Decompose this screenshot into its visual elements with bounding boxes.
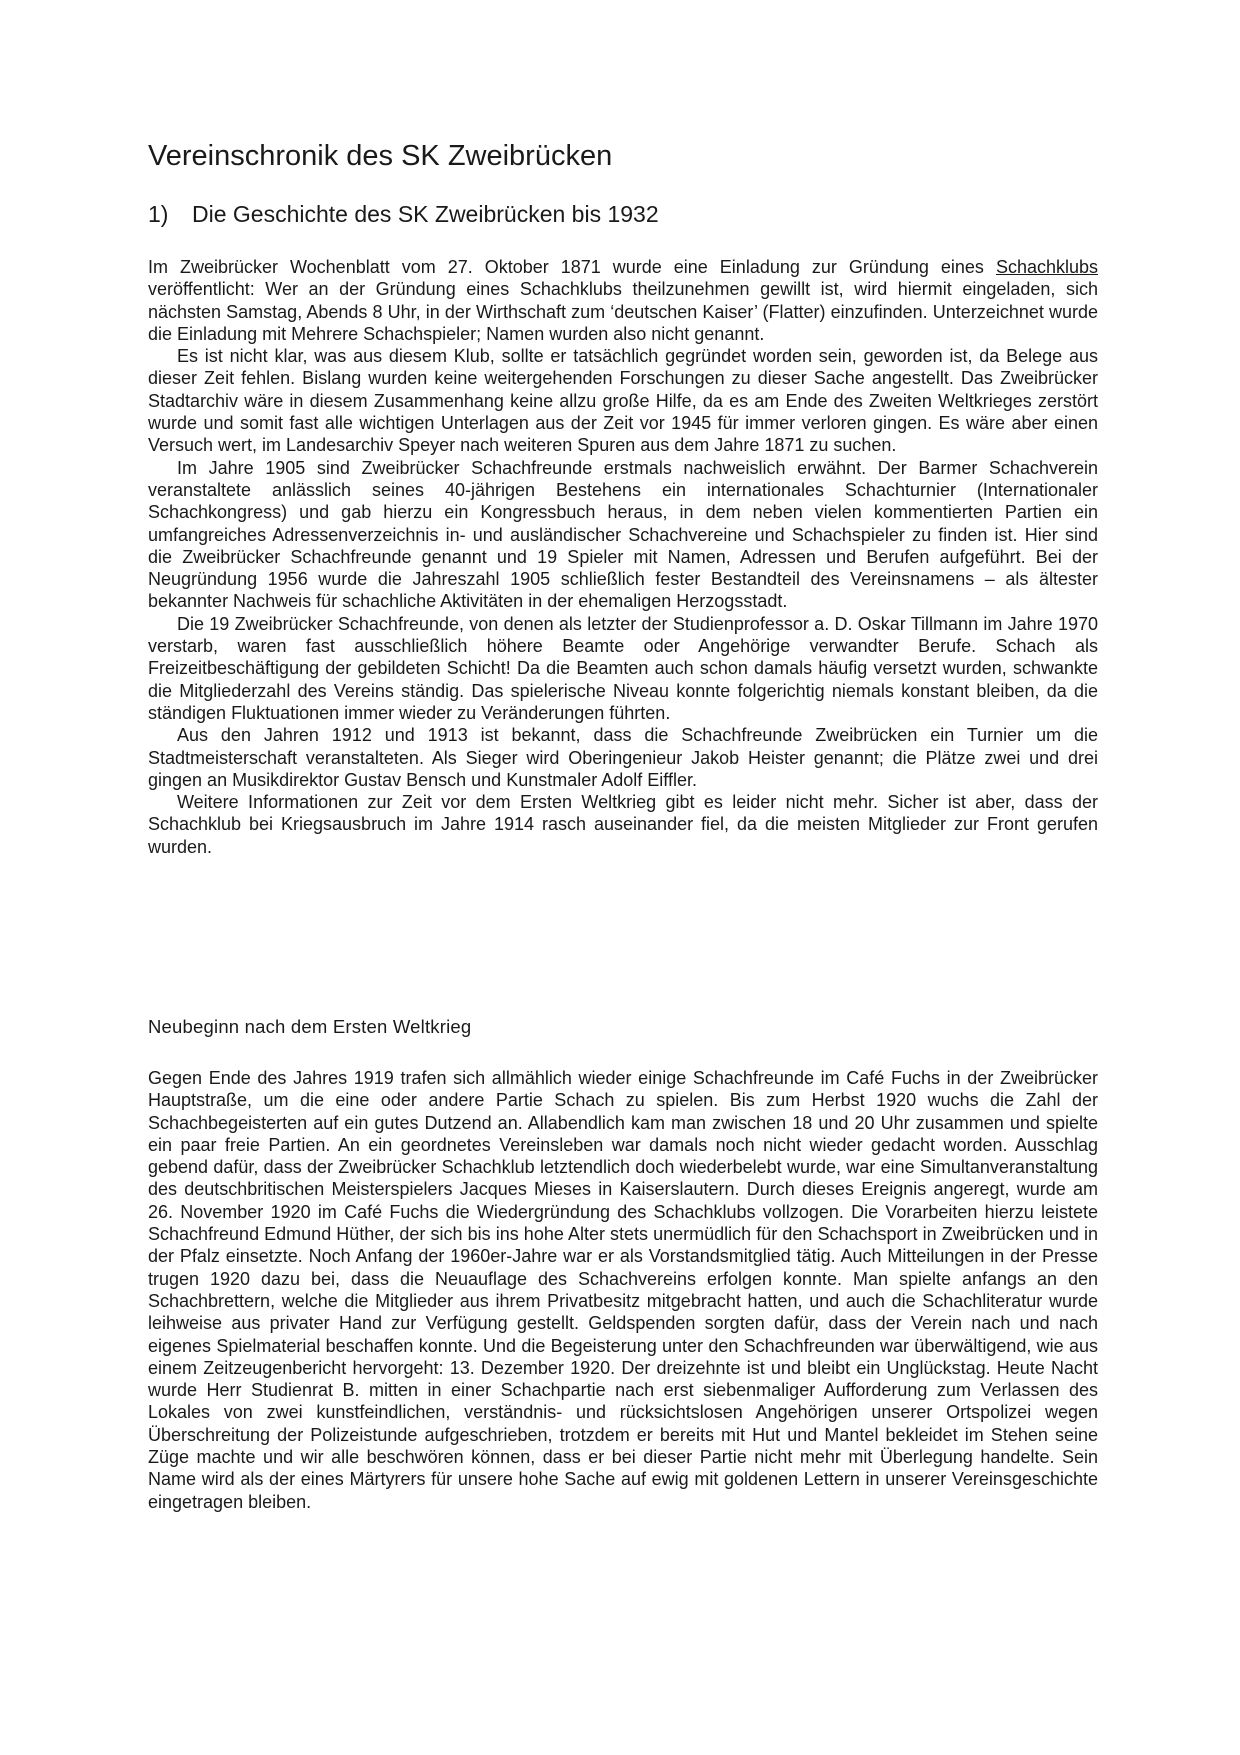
paragraph: Es ist nicht klar, was aus diesem Klub, sollte er tatsächlich gegründet worden sein, geworden ist, da Belege aus dieser Zeit fehlen. Bislang wurden keine weitergehenden Forschungen zu dieser Sache angestellt. Das Zweibrücker Stadtarchiv wäre in diesem Zusammenhang keine allzu große Hilfe, da es am Ende des Zweiten Weltkrieges zerstört wurde und somit fast alle wichtigen Unterlagen aus der Zeit vor 1945 für immer verloren gingen. Es wäre aber einen Versuch wert, im Landesarchiv Speyer nach weiteren Spuren aus dem Jahre 1871 zu suchen. — [148, 346, 1098, 456]
underlined-term: Schachklubs — [995, 257, 1098, 277]
paragraph: Weitere Informationen zur Zeit vor dem Ersten Weltkrieg gibt es leider nicht mehr. Sicher ist aber, dass der Schachklub bei Kriegsausbruch im Jahre 1914 rasch auseinander fiel, da die meisten Mitglieder zur Front gerufen wurden. — [148, 792, 1098, 857]
subheading: Neubeginn nach dem Ersten Weltkrieg — [148, 1016, 472, 1037]
section-heading — [148, 201, 659, 228]
subsection-body — [148, 1067, 1098, 1513]
paragraph-text-after: veröffentlicht: Wer an der Gründung eines Schachklubs theilzunehmen gewillt ist, wird hiermit eingeladen, sich nächsten Samstag, Abends 8 Uhr, in der Wirthschaft zum ‘deutschen Kaiser’ (Flatter) einzufinden. Unterzeichnet wurde die Einladung mit Mehrere Schachspieler; Namen wurden also nicht genannt. — [148, 279, 1098, 344]
paragraph-text-before: Im Zweibrücker Wochenblatt vom 27. Oktober 1871 wurde eine Einladung zur Gründung eines — [148, 257, 996, 277]
paragraph: Aus den Jahren 1912 und 1913 ist bekannt, dass die Schachfreunde Zweibrücken ein Turnier um die Stadtmeisterschaft veranstalteten. Als Sieger wird Oberingenieur Jakob Heister genannt; die Plätze zwei und drei gingen an Musikdirektor Gustav Bensch und Kunstmaler Adolf Eiffler. — [148, 725, 1098, 790]
section-title: Die Geschichte des SK Zweibrücken bis 1932 — [192, 201, 659, 227]
section-number: 1) — [148, 201, 169, 227]
paragraph — [148, 256, 1098, 345]
paragraph: Gegen Ende des Jahres 1919 trafen sich allmählich wieder einige Schachfreunde im Café Fuchs in der Zweibrücker Hauptstraße, um die eine oder andere Partie Schach zu spielen. Bis zum Herbst 1920 wuchs die Zahl der Schachbegeisterten auf ein gutes Dutzend an. Allabendlich kam man zwischen 18 und 20 Uhr zusammen und spielte ein paar freie Partien. An ein geordnetes Vereinsleben war damals noch nicht wieder gedacht worden. Ausschlag gebend dafür, dass der Zweibrücker Schachklub letztendlich doch wiederbelebt wurde, war eine Simultanveranstaltung des deutschbritischen Meisterspielers Jacques Mieses in Kaiserslautern. Durch dieses Ereignis angeregt, wurde am 26. November 1920 im Café Fuchs die Wiedergründung des Schachklubs vollzogen. Die Vorarbeiten hierzu leistete Schachfreund Edmund Hüther, der sich bis ins hohe Alter stets unermüdlich für den Schachsport in Zweibrücken und in der Pfalz einsetzte. Noch Anfang der 1960er-Jahre war er als Vorstandsmitglied tätig. Auch Mitteilungen in der Presse trugen 1920 dazu bei, dass die Neuauflage des Schachvereins erfolgen konnte. Man spielte anfangs an den Schachbrettern, welche die Mitglieder aus ihrem Privatbesitz mitgebracht hatten, und auch die Schachliteratur wurde leihweise aus privater Hand zur Verfügung gestellt. Geldspenden sorgten dafür, dass der Verein nach und nach eigenes Spielmaterial beschaffen konnte. Und die Begeisterung unter den Schachfreunden war überwältigend, wie aus einem Zeitzeugenbericht hervorgeht: 13. Dezember 1920. Der dreizehnte ist und bleibt ein Unglückstag. Heute Nacht wurde Herr Studienrat B. mitten in einer Schachpartie nach erst siebenmaliger Aufforderung zum Verlassen des Lokales von zwei kunstfeindlichen, verständnis- und rücksichtslosen Angehörigen unserer Ortspolizei wegen Überschreitung der Polizeistunde aufgeschrieben, trotzdem er bereits mit Hut und Mantel bekleidet im Stehen seine Züge machte und wir alle beschwören können, dass er bei dieser Partie nicht mehr mit Überlegung handelte. Sein Name wird als der eines Märtyrers für unsere hohe Sache auf ewig mit goldenen Lettern in unserer Vereinsgeschichte eingetragen bleiben. — [148, 1068, 1098, 1512]
document-title: Vereinschronik des SK Zweibrücken — [148, 140, 613, 172]
paragraph: Im Jahre 1905 sind Zweibrücker Schachfreunde erstmals nachweislich erwähnt. Der Barmer Schachverein veranstaltete anlässlich seines 40-jährigen Bestehens ein internationales Schachturnier (Internationaler Schachkongress) und gab hierzu ein Kongressbuch heraus, in dem neben vielen kommentierten Partien ein umfangreiches Adressenverzeichnis in- und ausländischer Schachvereine und Schachspieler zu finden ist. Hier sind die Zweibrücker Schachfreunde genannt und 19 Spieler mit Namen, Adressen und Berufen aufgeführt. Bei der Neugründung 1956 wurde die Jahreszahl 1905 schließlich fester Bestandteil des Vereinsnamens – als ältester bekannter Nachweis für schachliche Aktivitäten in der ehemaligen Herzogsstadt. — [148, 457, 1098, 612]
paragraph: Die 19 Zweibrücker Schachfreunde, von denen als letzter der Studienprofessor a. D. Oskar Tillmann im Jahre 1970 verstarb, waren fast ausschließlich höhere Beamte oder Angehörige verwandter Berufe. Schach als Freizeitbeschäftigung der gebildeten Schicht! Da die Beamten auch schon damals häufig versetzt wurden, schwankte die Mitgliederzahl des Vereins ständig. Das spielerische Niveau konnte folgerichtig niemals konstant bleiben, da die ständigen Fluktuationen immer wieder zu Veränderungen führten. — [148, 613, 1098, 723]
section-body — [148, 256, 1098, 858]
